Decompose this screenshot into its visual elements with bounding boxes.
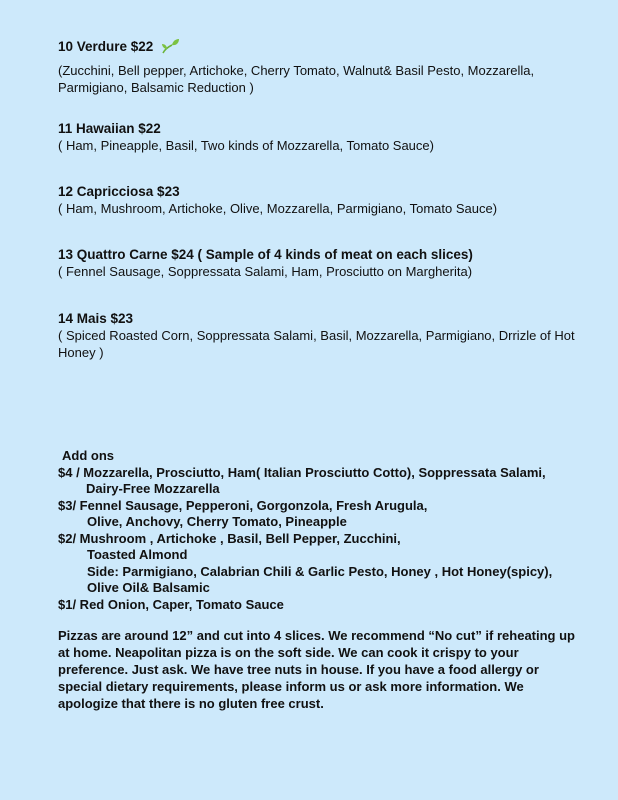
- addons-section: [58, 448, 598, 613]
- addon-line-3-cont: Olive, Anchovy, Cherry Tomato, Pineapple: [87, 514, 347, 529]
- addon-line-4: $4 / Mozzarella, Prosciutto, Ham( Italian Prosciutto Cotto), Soppressata Salami,: [58, 464, 546, 480]
- menu-item-mais: [58, 310, 598, 361]
- addon-line-3: $3/ Fennel Sausage, Pepperoni, Gorgonzola, Fresh Arugula,: [58, 497, 428, 513]
- item-description: ( Ham, Mushroom, Artichoke, Olive, Mozzarella, Parmigiano, Tomato Sauce): [58, 201, 498, 216]
- menu-item-verdure: [58, 38, 598, 96]
- item-title: 11 Hawaiian $22: [58, 121, 161, 136]
- addon-side-line: Side: Parmigiano, Calabrian Chili & Garlic Pesto, Honey , Hot Honey(spicy),: [87, 563, 553, 579]
- pizza-note: Pizzas are around 12” and cut into 4 slices. We recommend “No cut” if reheating up at home. Neapolitan pizza is on the soft side. We can cook it crispy to your preference. Just ask. We have tree nuts in house. If you have a food allergy or special dietary requirements, please inform us or ask more information. We apologize that there is no gluten free crust.: [58, 628, 575, 711]
- addon-side-line-cont: Olive Oil& Balsamic: [87, 580, 210, 595]
- item-title: 12 Capricciosa $23: [58, 184, 180, 199]
- addon-line-2-cont: Toasted Almond: [87, 547, 188, 562]
- sprout-icon: [160, 38, 180, 58]
- addon-line-2: $2/ Mushroom , Artichoke , Basil, Bell Pepper, Zucchini,: [58, 530, 401, 546]
- item-description: ( Spiced Roasted Corn, Soppressata Salami, Basil, Mozzarella, Parmigiano, Drrizle of Hot Honey ): [58, 328, 575, 360]
- item-description: ( Ham, Pineapple, Basil, Two kinds of Mozzarella, Tomato Sauce): [58, 138, 434, 153]
- item-title: 13 Quattro Carne $24 ( Sample of 4 kinds of meat on each slices): [58, 247, 473, 262]
- item-title: 14 Mais $23: [58, 311, 134, 326]
- addon-line-1: $1/ Red Onion, Caper, Tomato Sauce: [58, 596, 284, 612]
- item-description: (Zucchini, Bell pepper, Artichoke, Cherry Tomato, Walnut& Basil Pesto, Mozzarella, Parmigiano, Balsamic Reduction ): [58, 63, 535, 95]
- menu-item-quattro-carne: [58, 246, 598, 280]
- addon-line-4-cont: Dairy-Free Mozzarella: [86, 481, 220, 496]
- menu-item-hawaiian: [58, 120, 598, 154]
- menu-item-capricciosa: [58, 183, 598, 217]
- addons-heading: Add ons: [62, 448, 114, 463]
- item-title: 10 Verdure $22: [58, 39, 154, 54]
- item-description: ( Fennel Sausage, Soppressata Salami, Ham, Prosciutto on Margherita): [58, 264, 473, 279]
